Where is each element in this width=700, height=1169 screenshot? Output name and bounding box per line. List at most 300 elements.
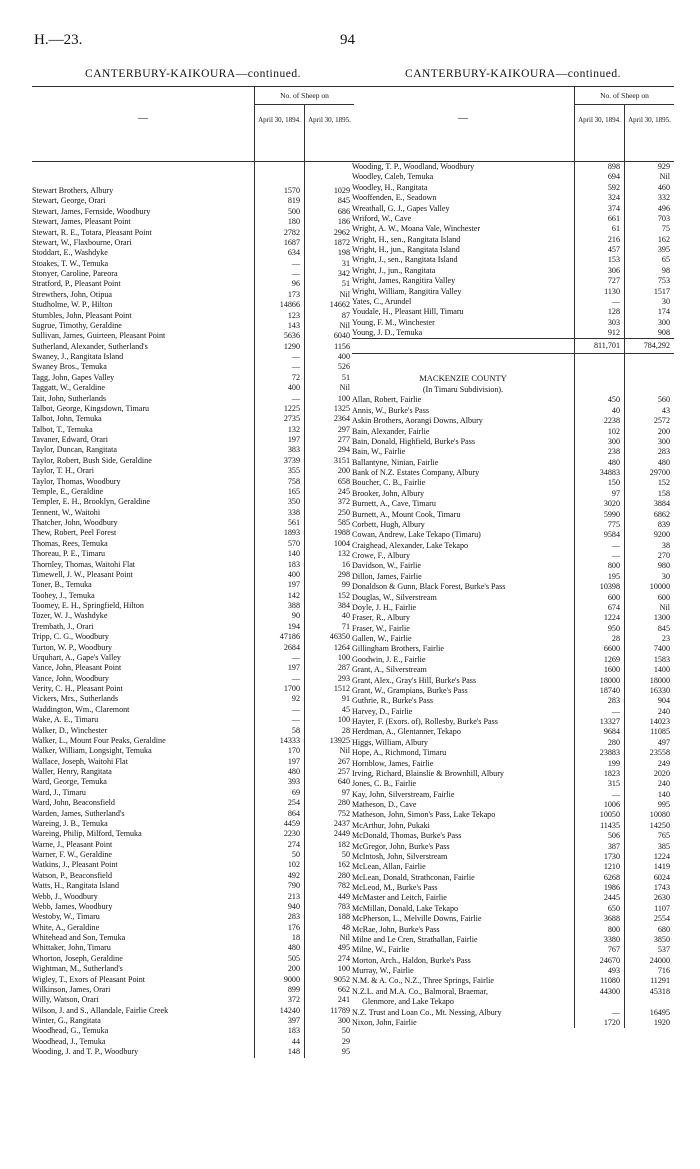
sheep-1895: 16495	[649, 1007, 670, 1017]
sheep-1894: 2782	[283, 227, 300, 237]
left-table-header	[32, 86, 354, 162]
table-row	[352, 214, 674, 224]
owner-name: Fraser, R., Albury	[352, 613, 410, 623]
sheep-1895: 6040	[333, 331, 350, 341]
owner-name: White, A., Geraldine	[32, 922, 100, 932]
sheep-1895: 50	[341, 1026, 350, 1036]
table-row	[352, 593, 674, 603]
table-row	[352, 328, 674, 338]
sheep-1894: 132	[287, 424, 300, 434]
sheep-1895: 23558	[649, 748, 670, 758]
sheep-1894: 570	[287, 538, 300, 548]
owner-name: N.M. & A. Co., N.Z., Three Springs, Fairlie	[352, 976, 494, 986]
owner-name: Glenmore, and Lake Tekapo	[362, 997, 454, 1007]
sheep-1895: 342	[337, 269, 350, 278]
sheep-1895: 46350	[329, 632, 350, 642]
sheep-1894: 2684	[283, 642, 300, 652]
sheep-1894: 457	[607, 245, 620, 254]
owner-name: Whittaker, John, Timaru	[32, 943, 111, 953]
table-row	[352, 183, 674, 193]
table-row	[32, 788, 354, 798]
col-1894-header: April 30, 1894.	[254, 104, 304, 161]
sheep-1894: 1570	[283, 186, 300, 195]
owner-name: Jones, C. B., Fairlie	[352, 779, 417, 789]
sheep-1895: 496	[657, 203, 670, 213]
left-column-title: CANTERBURY-KAIKOURA—continued.	[85, 68, 301, 80]
owner-name: McLean, Donald, Strathconan, Fairlie	[352, 872, 475, 882]
owner-name: Donaldson & Gunn, Black Forest, Burke's Pass	[352, 582, 506, 592]
sheep-1895: 1583	[653, 654, 670, 664]
sheep-1895: 686	[337, 206, 350, 216]
table-row	[32, 860, 354, 870]
owner-name: Ward, J., Timaru	[32, 787, 86, 797]
sheep-1895: 277	[337, 435, 350, 444]
table-row	[32, 466, 354, 476]
table-row	[32, 726, 354, 736]
sheep-1895: 1300	[653, 613, 670, 623]
owner-name: Wilkinson, James, Orari	[32, 984, 111, 994]
sheep-1894: 400	[287, 383, 300, 393]
table-row	[32, 933, 354, 943]
table-row	[32, 570, 354, 580]
owner-name: Stewart, R. E., Totara, Pleasant Point	[32, 227, 152, 237]
owner-name: Wake, A. E., Timaru	[32, 715, 99, 725]
table-row	[352, 447, 674, 457]
table-row	[32, 394, 354, 404]
sheep-1894: —	[291, 258, 300, 268]
sheep-1894: 324	[607, 193, 620, 203]
sheep-1894: 674	[607, 602, 620, 612]
sheep-1894: 1893	[283, 528, 300, 538]
sheep-1895: 16	[341, 559, 350, 569]
sheep-1895: 3850	[653, 934, 670, 944]
sheep-1894: —	[291, 393, 300, 403]
sheep-1894: 199	[607, 758, 620, 768]
sheep-1894: 40	[611, 405, 620, 415]
table-row	[32, 1037, 354, 1047]
owner-name: Goodwin, J. E., Fairlie	[352, 654, 426, 664]
sheep-1895: 270	[657, 551, 670, 560]
owner-name: Woodhead, G., Temuka	[32, 1026, 109, 1036]
owner-name: Burnett, A., Cave, Timaru	[352, 499, 436, 509]
sheep-1895: 1325	[333, 403, 350, 413]
sheep-1895: 158	[657, 488, 670, 498]
table-row	[32, 892, 354, 902]
table-row	[352, 831, 674, 841]
owner-name: Bank of N.Z. Estates Company, Albury	[352, 468, 480, 477]
sheep-1894: 300	[607, 436, 620, 446]
left-table-body	[32, 162, 354, 1058]
owner-name: Wright, J., sen., Rangitata Island	[352, 255, 458, 265]
table-row	[32, 383, 354, 393]
owner-name: Wright, H., sen., Rangitata Island	[352, 234, 461, 244]
table-row	[32, 840, 354, 850]
sheep-1895: 2630	[653, 893, 670, 903]
owner-name: Crowe, F., Albury	[352, 551, 411, 560]
owner-name: McMaster and Leitch, Fairlie	[352, 893, 447, 903]
sheep-1894: 950	[607, 623, 620, 633]
sheep-1894: 3380	[603, 934, 620, 944]
sheep-1894: 197	[287, 580, 300, 590]
sheep-1895: 2449	[333, 829, 350, 839]
sheep-1894: 200	[287, 964, 300, 974]
owner-name: Wooding, J. and T. P., Woodbury	[32, 1047, 139, 1057]
owner-name: Wooding, T. P., Woodland, Woodbury	[352, 162, 475, 171]
table-row	[352, 696, 674, 706]
sheep-1895	[624, 997, 674, 1007]
sheep-1895: 400	[337, 352, 350, 361]
sheep-1894: 283	[287, 912, 300, 922]
sheep-1894: —	[291, 673, 300, 683]
table-row	[352, 318, 674, 328]
owner-name: Ballantyne, Ninian, Fairlie	[352, 457, 439, 467]
sheep-1894: 5990	[603, 509, 620, 519]
table-row	[32, 902, 354, 912]
table-row	[352, 204, 674, 214]
sheep-1895: 845	[657, 623, 670, 633]
sheep-1894: 3739	[283, 455, 300, 465]
table-row	[32, 611, 354, 621]
table-row	[352, 1018, 674, 1028]
sheep-group-header: No. of Sheep on	[254, 87, 354, 105]
sheep-1894: 372	[287, 995, 300, 1005]
table-row	[352, 561, 674, 571]
owner-name: Milne, W., Fairlie	[352, 945, 410, 955]
owner-name: Morton, Arch., Haldon, Burke's Pass	[352, 955, 471, 965]
table-row	[32, 560, 354, 570]
sheep-group-header: No. of Sheep on	[574, 87, 674, 105]
owner-name: Wright, J., jun., Rangitata	[352, 265, 436, 275]
sheep-1895: 293	[337, 673, 350, 683]
sheep-1894: 864	[287, 808, 300, 818]
table-row	[32, 850, 354, 860]
sheep-1895: 908	[657, 328, 670, 337]
owner-name: McMillan, Donald, Lake Tekapo	[352, 903, 459, 913]
table-row	[352, 1008, 674, 1018]
table-row	[352, 862, 674, 872]
sheep-1895: 300	[657, 436, 670, 446]
sheep-1895: 188	[337, 912, 350, 922]
sheep-1894: 727	[607, 276, 620, 286]
sheep-1894: 480	[287, 943, 300, 953]
col-1894-header: April 30, 1894.	[574, 104, 624, 161]
sheep-1894: —	[291, 715, 300, 725]
sheep-1894: 9684	[603, 727, 620, 737]
sheep-1894: —	[611, 540, 620, 550]
sheep-1895: 2962	[333, 227, 350, 237]
sheep-1895: 140	[657, 789, 670, 799]
sheep-1894: 18	[291, 933, 300, 942]
sheep-1895: 98	[661, 265, 670, 275]
owner-name: Stewart, James, Fernside, Woodbury	[32, 206, 151, 216]
owner-name: Taylor, Duncan, Rangitata	[32, 445, 117, 455]
sheep-1894: 9584	[603, 530, 620, 540]
sheep-1895: 640	[337, 777, 350, 787]
sheep-1895: 87	[341, 310, 350, 320]
sheep-1895: 274	[337, 953, 350, 963]
sheep-1894: 24670	[599, 955, 620, 965]
sheep-1895: 294	[337, 445, 350, 455]
table-row	[32, 362, 354, 372]
table-row	[352, 893, 674, 903]
table-row	[32, 705, 354, 715]
sheep-1894: 11435	[600, 820, 620, 830]
table-row	[32, 445, 354, 455]
owner-name: Webb, James, Woodbury	[32, 901, 113, 911]
table-row	[352, 852, 674, 862]
owner-name: Verity, C. H., Pleasant Point	[32, 684, 123, 693]
sheep-1894: 102	[287, 860, 300, 870]
sheep-1894: 315	[607, 779, 620, 789]
table-row	[352, 406, 674, 416]
sheep-1895: 250	[337, 507, 350, 517]
owner-name: Herdman, A., Glentanner, Tekapo	[352, 727, 461, 737]
sheep-1895: 384	[337, 601, 350, 610]
sheep-1895: 100	[337, 715, 350, 725]
table-row	[32, 321, 354, 331]
sheep-1894: 500	[287, 206, 300, 216]
owner-name: McLean, Allan, Fairlie	[352, 862, 426, 872]
table-row	[352, 727, 674, 737]
sheep-1895: 14023	[649, 717, 670, 726]
sheep-1894: 1730	[603, 851, 620, 861]
owner-name: Stumbles, John, Pleasant Point	[32, 310, 132, 320]
sheep-1895: 3151	[333, 455, 350, 465]
sheep-1894: 96	[291, 279, 300, 289]
sheep-1894: 1006	[603, 800, 620, 809]
table-row	[32, 674, 354, 684]
table-row	[352, 790, 674, 800]
owner-name: Murray, W., Fairlie	[352, 966, 414, 975]
table-row	[32, 632, 354, 642]
table-row	[352, 520, 674, 530]
sheep-1895: 91	[341, 694, 350, 704]
table-row	[352, 193, 674, 203]
sheep-1894: 1823	[603, 768, 620, 778]
owner-name: Ward, George, Temuka	[32, 777, 107, 787]
sheep-1895: 71	[341, 621, 350, 631]
sheep-1895: 30	[661, 571, 670, 581]
table-row	[32, 508, 354, 518]
sheep-1895: 460	[657, 182, 670, 192]
sheep-1895: Nil	[339, 289, 350, 299]
table-row	[32, 497, 354, 507]
sheep-1895: 765	[657, 831, 670, 841]
table-row	[32, 435, 354, 445]
table-row	[32, 549, 354, 559]
sheep-1894: 170	[287, 746, 300, 756]
table-row	[32, 238, 354, 248]
sheep-1894: 758	[287, 476, 300, 486]
owner-name: McArthur, John, Pukaki	[352, 820, 430, 830]
sheep-1894: —	[291, 269, 300, 278]
table-row	[32, 331, 354, 341]
sheep-1894: 2735	[283, 414, 300, 424]
table-row	[32, 715, 354, 725]
sheep-1894: 561	[287, 518, 300, 527]
owner-name: Walker, D., Winchester	[32, 725, 108, 735]
owner-name: Craighead, Alexander, Lake Tekapo	[352, 540, 469, 550]
sheep-1894: 11080	[600, 976, 620, 986]
owner-name: Sutherland, Alexander, Sutherland's	[32, 341, 148, 351]
owner-name: Thornley, Thomas, Waitohi Flat	[32, 559, 136, 569]
table-row	[32, 186, 354, 196]
sheep-1895: Nil	[339, 933, 350, 942]
sheep-1895: 240	[657, 779, 670, 789]
col-1895-header: April 30, 1895.	[624, 104, 674, 161]
owner-name: Stewart, James, Pleasant Point	[32, 217, 131, 227]
table-row	[352, 748, 674, 758]
sheep-1894: 383	[287, 445, 300, 455]
owner-name: Wooffenden, E., Seadown	[352, 193, 437, 203]
sheep-1895: Nil	[339, 383, 350, 393]
sheep-1895: 162	[337, 860, 350, 870]
table-row	[352, 287, 674, 297]
owner-name: Tait, John, Sutherlands	[32, 393, 107, 403]
sheep-1895: 2572	[653, 416, 670, 426]
owner-name: Taylor, Thomas, Woodbury	[32, 476, 121, 486]
owner-name: Young, F. M., Winchester	[352, 317, 435, 327]
table-row	[352, 707, 674, 717]
table-row	[32, 1047, 354, 1057]
owner-name: Doyle, J. H., Fairlie	[352, 602, 417, 612]
table-row	[352, 582, 674, 592]
sheep-1894: 2238	[603, 416, 620, 426]
table-row	[352, 603, 674, 613]
table-row	[32, 487, 354, 497]
table-row	[32, 196, 354, 206]
owner-name: Allan, Robert, Fairlie	[352, 395, 422, 405]
sheep-1895: 45318	[649, 986, 670, 996]
table-row	[352, 676, 674, 686]
table-row	[32, 414, 354, 424]
table-row	[352, 873, 674, 883]
owner-name: Youdale, H., Pleasant Hill, Timaru	[352, 307, 464, 317]
owner-name: N.Z. Trust and Loan Co., Mt. Nessing, Albury	[352, 1007, 502, 1017]
owner-name: Yates, C., Arundel	[352, 296, 412, 306]
table-row	[32, 1016, 354, 1026]
table-row	[352, 997, 674, 1007]
sheep-1895: 29	[341, 1036, 350, 1046]
sheep-1895: 782	[337, 881, 350, 891]
sheep-1895: 51	[341, 372, 350, 382]
sheep-1895: 845	[337, 196, 350, 206]
table-row	[352, 976, 674, 986]
sheep-1894: 2230	[283, 829, 300, 839]
owner-name: Woodley, Caleb, Temuka	[352, 172, 434, 182]
table-row	[352, 966, 674, 976]
owner-name: Tripp, C. G., Woodbury	[32, 632, 109, 642]
sheep-1894: 388	[287, 601, 300, 610]
sheep-1894: 899	[287, 984, 300, 994]
owner-name: McPherson, L., Melville Downs, Fairlie	[352, 914, 482, 924]
sheep-1895: 186	[337, 217, 350, 227]
sheep-1894: 3688	[603, 914, 620, 924]
table-row	[32, 622, 354, 632]
owner-name: Woodhead, J., Temuka	[32, 1036, 106, 1046]
sheep-1894: 790	[287, 881, 300, 891]
sheep-1895: 14662	[329, 300, 350, 310]
sheep-1895: 100	[337, 652, 350, 662]
sheep-1894: 183	[287, 1026, 300, 1036]
owner-name: Young, J. D., Temuka	[352, 328, 423, 337]
owner-name: Vickers, Mrs., Sutherlands	[32, 694, 119, 704]
owner-name: Kay, John, Silverstream, Fairlie	[352, 789, 455, 799]
sheep-1894: 150	[607, 478, 620, 488]
owner-name: Watts, H., Rangitata Island	[32, 881, 120, 891]
owner-name: Toohey, J., Temuka	[32, 590, 95, 600]
sheep-1895: 200	[337, 466, 350, 476]
sheep-1894: 661	[607, 213, 620, 223]
sheep-1894: 274	[287, 839, 300, 849]
sheep-1895: 904	[657, 696, 670, 706]
sheep-1895: 257	[337, 767, 350, 776]
sheep-1895: 680	[657, 924, 670, 934]
sheep-1895: 300	[657, 317, 670, 327]
sheep-1894: 47186	[279, 632, 300, 642]
total-1894: 811,701	[593, 341, 620, 351]
sheep-1894: 450	[607, 395, 620, 405]
table-row	[32, 809, 354, 819]
table-row	[352, 759, 674, 769]
sheep-1894: 153	[607, 255, 620, 265]
sheep-1895: 585	[337, 518, 350, 527]
sheep-1894: 767	[607, 945, 620, 955]
sheep-1894: 44300	[599, 986, 620, 996]
table-row	[352, 883, 674, 893]
owner-name: Vance, John, Woodbury	[32, 673, 109, 683]
sheep-1894: 650	[607, 903, 620, 913]
sheep-1895: 1107	[654, 903, 670, 913]
sheep-1894: 140	[287, 549, 300, 559]
owner-name: McDonald, Thomas, Burke's Pass	[352, 831, 462, 841]
owner-name: Burnett, A., Mount Cook, Timaru	[352, 509, 461, 519]
table-row	[352, 800, 674, 810]
sheep-1894: 176	[287, 922, 300, 932]
sheep-1895: 200	[657, 426, 670, 436]
owner-name: Wright, James, Rangitira Valley	[352, 276, 456, 286]
owner-name: Toomey, E. H., Springfield, Hilton	[32, 601, 144, 610]
sheep-1895: 716	[657, 966, 670, 975]
table-row	[352, 665, 674, 675]
owner-name: Hope, A., Richmond, Timaru	[352, 748, 447, 758]
owner-name: Watson, P., Beaconsfield	[32, 870, 113, 880]
table-row	[32, 777, 354, 787]
sheep-1894: —	[611, 789, 620, 799]
sheep-1894: 143	[287, 320, 300, 330]
total-1895: 784,292	[643, 341, 670, 351]
table-row	[352, 987, 674, 997]
owner-name: Trembath, J., Orari	[32, 621, 94, 631]
table-row	[32, 736, 354, 746]
owner-name: McLeod, M., Burke's Pass	[352, 883, 438, 892]
sheep-1895: 283	[657, 447, 670, 457]
owner-name: Stoakes, T. W., Temuka	[32, 258, 109, 268]
owner-name: Studholme, W. P., Hilton	[32, 300, 113, 310]
sheep-1895: 1517	[653, 286, 670, 296]
sheep-1895: 662	[337, 984, 350, 994]
table-row	[352, 458, 674, 468]
sheep-1895: 752	[337, 808, 350, 818]
owner-name: Taggatt, W., Geraldine	[32, 383, 105, 393]
page-reference: H.—23.	[34, 32, 83, 48]
table-row	[352, 297, 674, 307]
table-row	[352, 634, 674, 644]
table-row	[352, 904, 674, 914]
sheep-1894: 97	[611, 488, 620, 498]
sheep-1895: 703	[657, 213, 670, 223]
owner-name: Tavaner, Edward, Orari	[32, 435, 108, 444]
